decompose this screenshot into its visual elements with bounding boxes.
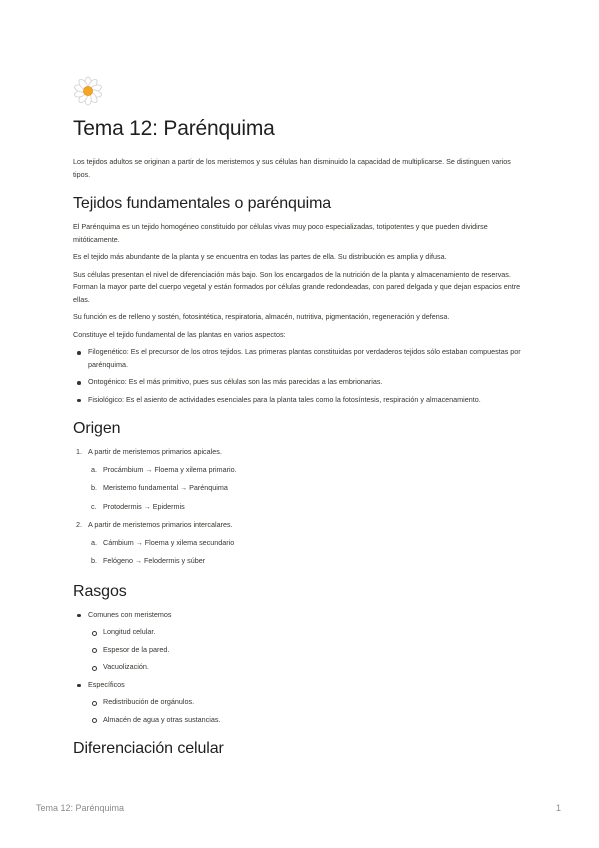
footer-title: Tema 12: Parénquima: [36, 803, 125, 813]
list-item: Ontogénico: Es el más primitivo, pues sus células son las más parecidas a las embrionarias.: [73, 376, 528, 389]
list-marker: a.: [91, 537, 97, 547]
section-heading-origen: Origen: [73, 420, 121, 437]
origin-source: Protodermis: [103, 501, 142, 511]
origin-result: Floema y xilema primario.: [154, 464, 237, 474]
origin-result: Parénquima: [189, 483, 228, 492]
paragraph: Es el tejido más abundante de la planta y se encuentra en todas las partes de ella. Su distribución es amplia y difusa.: [73, 252, 447, 261]
footer-page-number: 1: [556, 803, 562, 813]
list-marker: a.: [91, 464, 97, 474]
paragraph: Sus células presentan el nivel de diferenciación más bajo. Son los encargados de la nutrición de la planta y almacenamiento de reservas. Forman la mayor parte del cuerpo vegetal y están formados por células grande redondeadas, con pared delgada y que dejan espacios entre ellas.: [73, 269, 521, 304]
list-marker: 2.: [76, 520, 82, 529]
origin-source: Felógeno: [103, 556, 133, 565]
list-marker: c.: [91, 501, 97, 511]
list-marker: b.: [91, 556, 97, 565]
rasgos-list: [73, 609, 528, 727]
list-item: [73, 679, 528, 727]
sub-list-item: [88, 482, 528, 496]
arrow-right-icon: →: [180, 485, 188, 492]
sub-list-item: [88, 555, 528, 569]
sub-list-item: Espesor de la pared.: [88, 644, 528, 657]
list-item: [73, 446, 528, 514]
section-heading-rasgos: Rasgos: [73, 582, 127, 600]
list-item: Fisiológico: Es el asiento de actividades esenciales para la planta tales como la fotosíntesis, respiración y almacenamiento.: [73, 394, 528, 407]
arrow-right-icon: →: [145, 466, 153, 474]
sub-list: [88, 626, 528, 674]
paragraph: Constituye el tejido fundamental de las plantas en varios aspectos:: [73, 329, 286, 339]
origin-result: Felodermis y súber: [143, 556, 206, 565]
arrow-right-icon: →: [135, 539, 143, 547]
list-item-text: Comunes con meristemos: [88, 609, 172, 619]
sub-list-item: [88, 501, 528, 515]
list-item-text: A partir de meristemos primarios apicales.: [88, 447, 222, 456]
section-heading-tejidos: Tejidos fundamentales o parénquima: [73, 195, 332, 212]
origin-result: Floema y xilema secundario: [144, 537, 235, 547]
daisy-flower-icon: [73, 76, 103, 106]
sub-list: [88, 537, 528, 569]
arrow-right-icon: →: [143, 503, 151, 511]
page-title: Tema 12: Parénquima: [73, 117, 275, 140]
list-item-text: A partir de meristemos primarios intercalares.: [88, 520, 233, 529]
paragraph: Su función es de relleno y sostén, fotosintética, respiratoria, almacén, nutritiva, pigmentación, regeneración y defensa.: [73, 312, 450, 321]
sub-list: [88, 696, 528, 726]
intro-paragraph: Los tejidos adultos se originan a partir de los meristemos y sus células han disminuido la capacidad de multiplicarse. Se distinguen varios tipos.: [73, 157, 511, 179]
origin-source: Meristemo fundamental: [103, 483, 179, 492]
list-item: [73, 609, 528, 674]
paragraph: El Parénquima es un tejido homogéneo constituido por células vivas muy poco especializadas, totipotentes y que pueden dividirse mitóticamente.: [73, 222, 488, 244]
origin-source: Cámbium: [103, 537, 134, 547]
origin-result: Epidermis: [152, 501, 185, 511]
sub-list-item: Longitud celular.: [88, 626, 528, 639]
arrow-right-icon: →: [134, 558, 142, 565]
sub-list-item: [88, 537, 528, 551]
list-item-text: Específicos: [88, 679, 125, 689]
sub-list-item: Almacén de agua y otras sustancias.: [88, 714, 528, 727]
list-marker: 1.: [76, 447, 82, 456]
document-page: [73, 76, 528, 766]
aspects-list: [73, 346, 528, 406]
list-item: Filogenético: Es el precursor de los otros tejidos. Las primeras plantas constituidas por verdaderos tejidos sólo estaban compuestas por parénquima.: [73, 346, 528, 371]
section-heading-diferenciacion: Diferenciación celular: [73, 740, 224, 757]
sub-list-item: Redistribución de orgánulos.: [88, 696, 528, 709]
origin-source: Procámbium: [103, 464, 144, 474]
origen-list: [73, 446, 528, 569]
sub-list-item: Vacuolización.: [88, 661, 528, 674]
sub-list: [88, 464, 528, 515]
sub-list-item: [88, 464, 528, 478]
list-marker: b.: [91, 483, 97, 492]
list-item: [73, 519, 528, 569]
